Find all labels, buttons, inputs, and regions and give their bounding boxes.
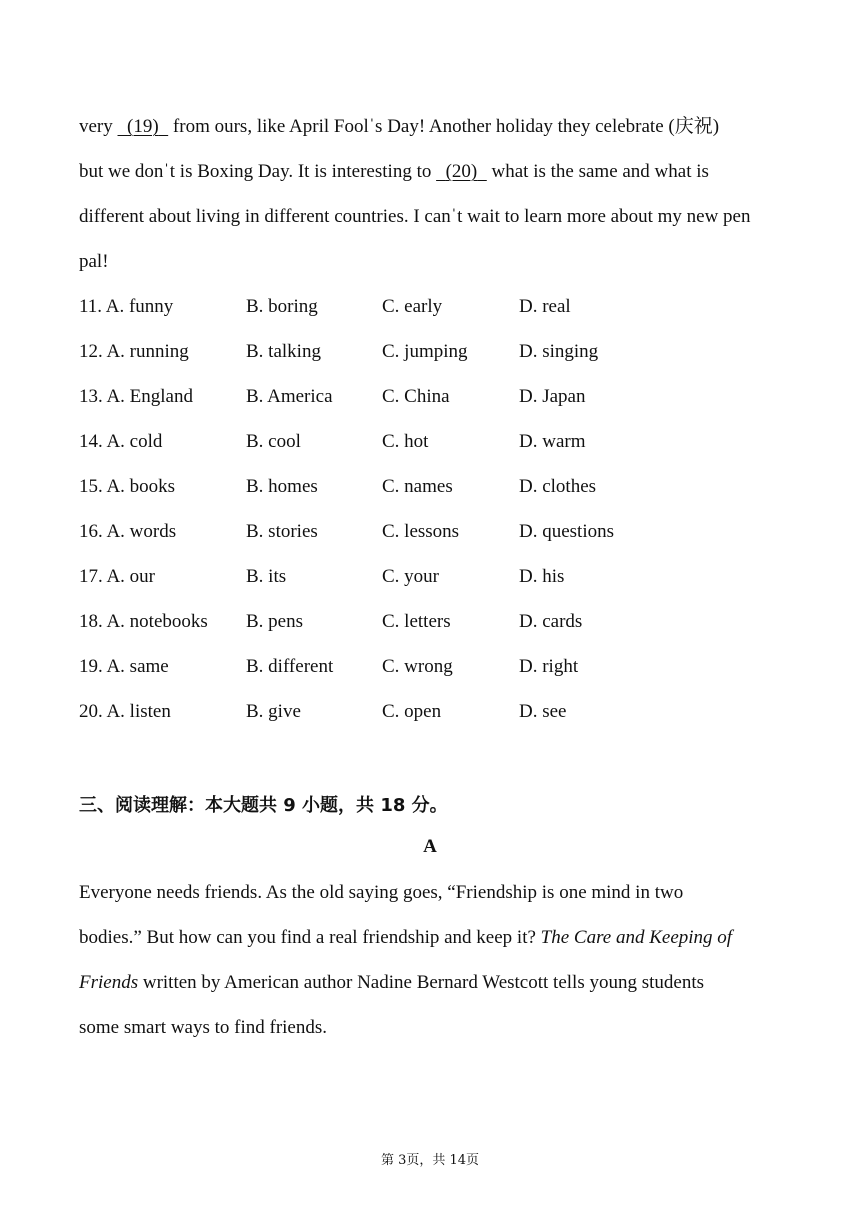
option-d: D. see — [519, 701, 567, 722]
question-number: 12. — [79, 341, 103, 362]
option-a-text: A. cold — [106, 431, 163, 452]
option-b: B. stories — [246, 521, 318, 542]
option-b: B. cool — [246, 431, 301, 452]
option-a — [79, 295, 173, 319]
option-d: D. his — [519, 566, 565, 587]
option-a-text: A. England — [106, 386, 193, 407]
option-c: C. open — [382, 701, 442, 722]
passage-line-2: but we donˈt is Boxing Day. It is interesting to (20) what is the same and what is — [79, 161, 709, 182]
question-number: 13. — [79, 386, 103, 407]
question-number: 14. — [79, 431, 103, 452]
page-footer: 第 3页，共 14页 — [380, 1153, 480, 1168]
option-d: D. warm — [519, 431, 586, 452]
book-title-cont: Friends — [79, 972, 139, 993]
option-d: D. questions — [519, 521, 614, 542]
reading-line-2: bodies.” But how can you find a real friendship and keep it? The Care and Keeping of — [79, 927, 733, 948]
option-a — [79, 655, 169, 679]
question-row — [79, 340, 779, 364]
question-row — [79, 475, 779, 499]
option-c: C. early — [382, 296, 443, 317]
book-title: The Care and Keeping of — [540, 927, 733, 948]
option-b: B. America — [246, 386, 333, 407]
passage-line-3: different about living in different countries. I canˈt wait to learn more about my new pen — [79, 206, 751, 227]
option-a — [79, 520, 176, 544]
question-row — [79, 385, 779, 409]
option-a — [79, 340, 189, 364]
option-b: B. different — [246, 656, 334, 677]
blank-19: (19) — [127, 116, 159, 137]
question-row — [79, 520, 779, 544]
question-number: 18. — [79, 611, 103, 632]
option-b: B. boring — [246, 296, 318, 317]
option-d: D. real — [519, 296, 571, 317]
option-c: C. wrong — [382, 656, 453, 677]
option-a — [79, 475, 175, 499]
option-b: B. its — [246, 566, 287, 587]
question-number: 16. — [79, 521, 103, 542]
option-a-text: A. listen — [106, 701, 171, 722]
option-c: C. letters — [382, 611, 451, 632]
option-a-text: A. books — [106, 476, 176, 497]
reading-line-1: Everyone needs friends. As the old saying goes, “Friendship is one mind in two — [79, 882, 684, 903]
passage-label: A — [423, 836, 437, 857]
option-a — [79, 385, 193, 409]
option-a — [79, 565, 155, 589]
blank-20: (20) — [445, 161, 478, 182]
question-number: 20. — [79, 701, 103, 722]
option-a — [79, 430, 162, 454]
option-d: D. cards — [519, 611, 583, 632]
option-c: C. jumping — [382, 341, 468, 362]
question-number: 19. — [79, 656, 103, 677]
option-d: D. clothes — [519, 476, 597, 497]
option-c: C. names — [382, 476, 453, 497]
option-a-text: A. words — [106, 521, 177, 542]
question-number: 15. — [79, 476, 103, 497]
option-d: D. Japan — [519, 386, 586, 407]
passage-line-4: pal! — [79, 251, 109, 272]
option-b: B. give — [246, 701, 301, 722]
question-number: 11. — [79, 296, 103, 317]
option-a-text: A. notebooks — [106, 611, 208, 632]
option-b: B. talking — [246, 341, 321, 362]
option-a-text: A. running — [106, 341, 189, 362]
passage-line-1: very (19) from ours, like April Foolˈs Day! Another holiday they celebrate (庆祝) — [79, 116, 720, 137]
option-c: C. your — [382, 566, 439, 587]
option-c: C. lessons — [382, 521, 460, 542]
option-a-text: A. our — [106, 566, 156, 587]
reading-line-3: Friends written by American author Nadine Bernard Westcott tells young students — [79, 972, 704, 993]
question-number: 17. — [79, 566, 103, 587]
option-d: D. right — [519, 656, 579, 677]
reading-line-4: some smart ways to find friends. — [79, 1017, 328, 1038]
option-b: B. pens — [246, 611, 303, 632]
option-c: C. hot — [382, 431, 429, 452]
option-c: C. China — [382, 386, 450, 407]
option-a — [79, 700, 171, 724]
question-row — [79, 295, 779, 319]
question-row — [79, 610, 779, 634]
option-a — [79, 610, 208, 634]
section-heading: 三、阅读理解：本大题共 9 小题，共 18 分。 — [79, 795, 448, 816]
question-row — [79, 430, 779, 454]
question-row — [79, 700, 779, 724]
question-row — [79, 655, 779, 679]
question-row — [79, 565, 779, 589]
option-a-text: A. same — [106, 656, 169, 677]
option-a-text: A. funny — [105, 296, 174, 317]
option-b: B. homes — [246, 476, 318, 497]
option-d: D. singing — [519, 341, 599, 362]
